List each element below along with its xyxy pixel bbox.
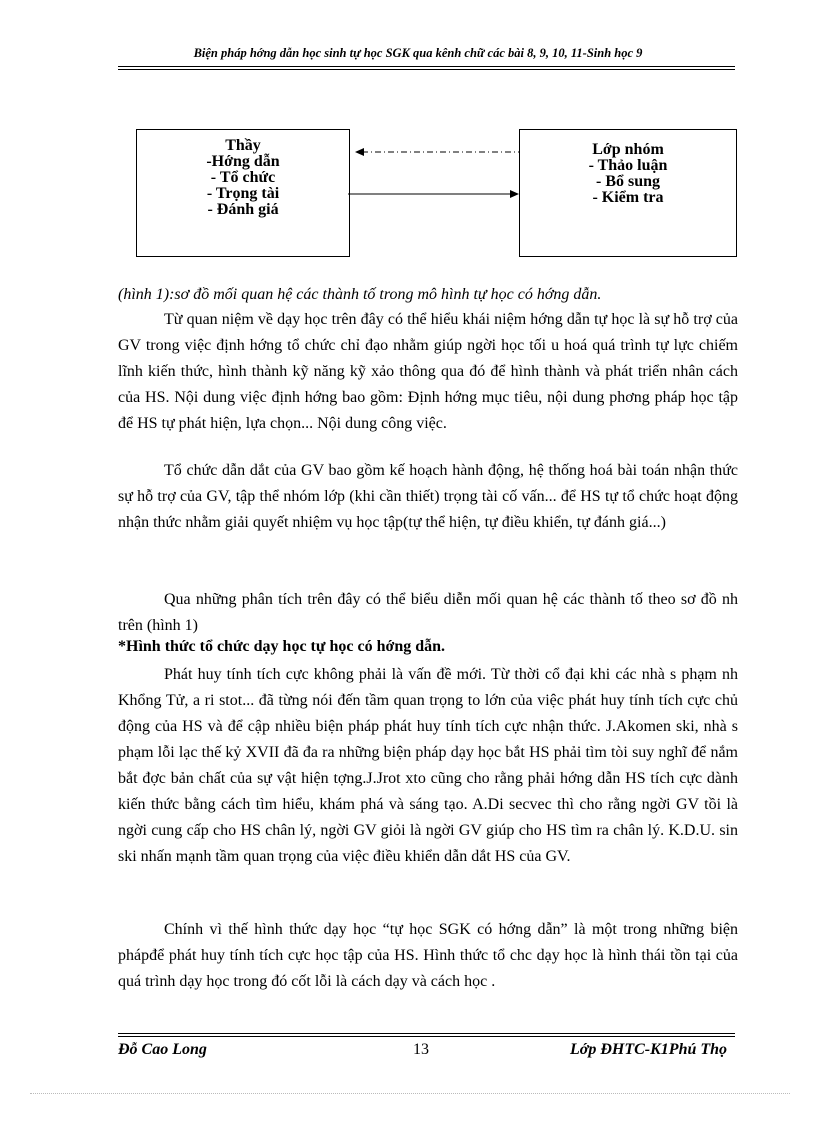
teacher-line: - Trọng tài <box>206 185 280 202</box>
footer-rule <box>118 1033 735 1034</box>
group-line: - Bổ sung <box>595 173 661 190</box>
footer-class: Lớp ĐHTC-K1Phú Thọ <box>570 1041 728 1058</box>
solid-arrow-head <box>510 190 519 198</box>
teacher-line: -Hớng dẫn <box>206 153 280 170</box>
diagram-arrows <box>0 0 816 300</box>
footer-rule-2 <box>118 1036 735 1037</box>
page-header-title: Biện pháp hớng dẫn học sinh tự học SGK qua kênh chữ các bài 8, 9, 10, 11-Sinh học 9 <box>193 46 643 60</box>
paragraph-4: Phát huy tính tích cực không phải là vấn đề mới. Từ thời cổ đại khi các nhà s phạm nh Khổng Tử, a ri stot... đã từng nói đến tầm quan trọng to lớn của việc phát huy tính tích cực chủ động của HS và để cập nhiều biện pháp phát huy tính tích cực nhận thức. J.Akomen ski, nhà s phạm lỗi lạc thế kỷ XVII đã đa ra những biện pháp dạy học bắt HS phải tìm tòi suy nghĩ để nắm bắt đợc bản chất của sự vật hiện tợng.J.Jrot xto cũng cho rằng phải hớng dẫn HS tích cực dành kiến thức bằng cách tìm hiểu, khám phá và sáng tạo. A.Di secvec thì cho rằng ngời GV tồi là ngời cung cấp cho HS chân lý, ngời GV giỏi là ngời GV giúp cho HS tìm ra chân lý. K.D.U. sin ski nhấn mạnh tầm quan trọng của việc điều khiển dẫn dắt HS của GV. <box>118 666 738 865</box>
section-heading: *Hình thức tổ chức dạy học tự học có hớng dẫn. <box>118 638 446 655</box>
paragraph-2: Tổ chức dẫn dắt của GV bao gồm kế hoạch hành động, hệ thống hoá bài toán nhận thức sự hỗ trợ của GV, tập thể nhóm lớp (khi cần thiết) trọng tài cố vấn... để HS tự tổ chức hoạt động nhận thức nhằm giải quyết nhiệm vụ học tập(tự thể hiện, tự điều khiển, tự đánh giá...) <box>118 462 738 531</box>
dashed-arrow-head <box>355 148 364 156</box>
teacher-line: - Đánh giá <box>207 201 279 218</box>
paragraph-1: Từ quan niệm về dạy học trên đây có thể hiểu khái niệm hớng dẫn tự học là sự hỗ trợ của GV trong việc định hớng tổ chức chỉ đạo nhằm giúp ngời học tối u hoá quá trình tự lực chiếm lĩnh kiến thức, hình thành kỹ năng kỹ xảo thông qua đó để hình thành và phát triển nhân cách của HS. Nội dung việc định hớng bao gồm: Định hớng mục tiêu, nội dung phơng pháp học tập để HS tự phát hiện, lựa chọn... Nội dung công việc. <box>118 311 738 432</box>
group-line: - Kiểm tra <box>592 189 664 206</box>
group-line: - Thảo luận <box>588 157 668 174</box>
bottom-dotted-rule <box>30 1093 790 1094</box>
paragraph-3: Qua những phân tích trên đây có thể biểu diễn mối quan hệ các thành tố theo sơ đồ nh trên (hình 1) <box>118 591 738 634</box>
figure-caption: (hình 1):sơ đồ mối quan hệ các thành tố trong mô hình tự học có hớng dẫn. <box>118 286 602 303</box>
footer-author: Đỗ Cao Long <box>118 1041 207 1058</box>
paragraph-5: Chính vì thế hình thức dạy học “tự học SGK có hớng dẫn” là một trong những biện phápđể phát huy tính tích cực học tập của HS. Hình thức tổ chc dạy học là hình thái tồn tại của quá trình dạy học trong đó cốt lỗi là cách dạy và cách học . <box>118 921 738 990</box>
page-number: 13 <box>413 1041 429 1058</box>
teacher-line: Thầy <box>225 137 261 154</box>
teacher-line: - Tổ chức <box>210 169 276 186</box>
group-line: Lớp nhóm <box>592 141 664 158</box>
